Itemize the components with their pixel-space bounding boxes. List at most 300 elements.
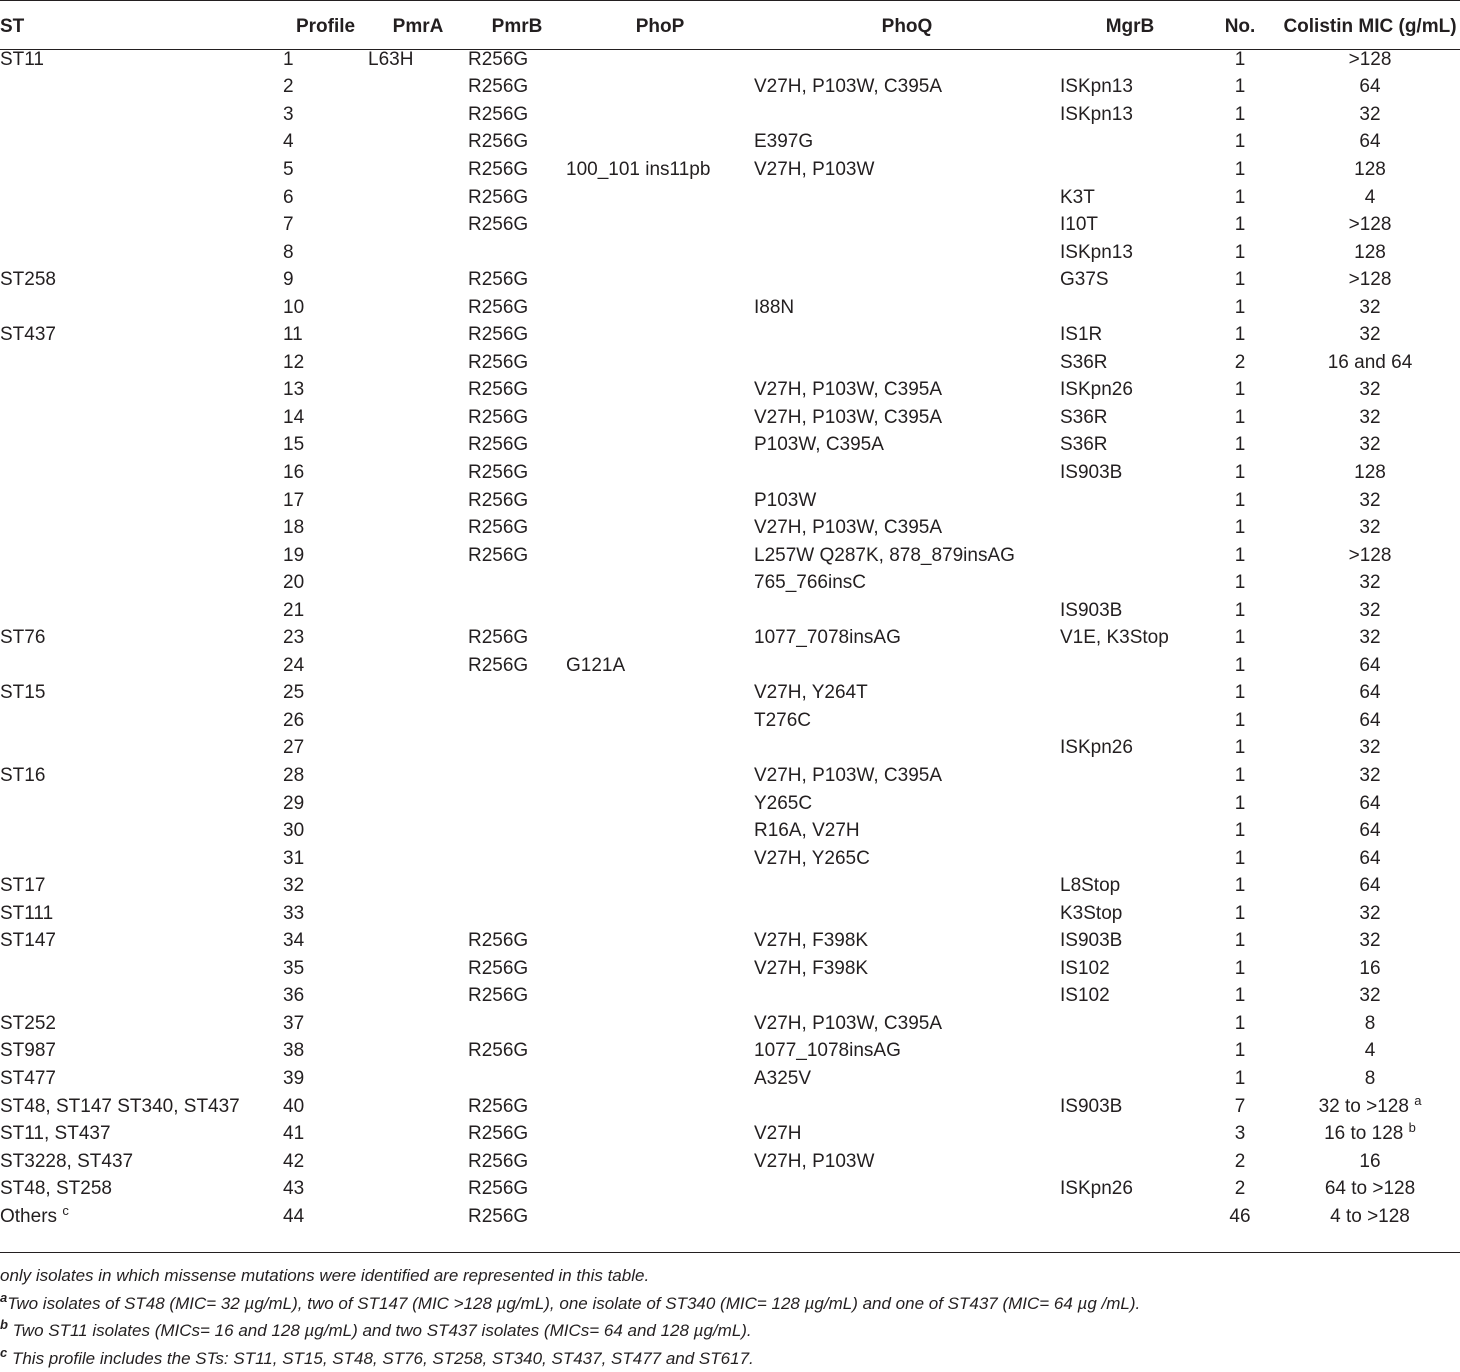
cell-no-text: 1 (1235, 765, 1246, 786)
cell-pmrb-text: R256G (468, 958, 528, 979)
cell-profile-text: 21 (283, 600, 304, 621)
cell-mic-text: 32 (1359, 324, 1380, 345)
cell-mic (1280, 239, 1460, 267)
cell-pmrb-text: R256G (468, 407, 528, 428)
cell-mic-text: 64 (1359, 682, 1380, 703)
cell-mgrb (1060, 624, 1200, 652)
cell-mic-text: 32 (1359, 765, 1380, 786)
table-row (0, 680, 1460, 708)
cell-mgrb-text: IS903B (1060, 1096, 1122, 1117)
cell-mic-text: 16 (1359, 1151, 1380, 1172)
cell-no (1200, 129, 1280, 157)
cell-st-text: ST477 (0, 1068, 56, 1089)
cell-mic (1280, 349, 1460, 377)
cell-mgrb-text: ISKpn13 (1060, 76, 1133, 97)
cell-mgrb-text: IS1R (1060, 324, 1102, 345)
cell-no (1200, 101, 1280, 129)
cell-st (0, 955, 283, 983)
cell-phoq-text: I88N (754, 297, 794, 318)
cell-no-text: 2 (1235, 352, 1246, 373)
cell-mic-text: 128 (1354, 242, 1386, 263)
cell-mgrb (1060, 735, 1200, 763)
cell-phoq (754, 597, 1060, 625)
cell-profile-text: 44 (283, 1206, 304, 1227)
cell-pmrb (468, 1120, 566, 1148)
cell-phop (566, 569, 754, 597)
cell-profile-text: 14 (283, 407, 304, 428)
cell-mgrb (1060, 184, 1200, 212)
cell-no (1200, 790, 1280, 818)
cell-pmrb (468, 1038, 566, 1066)
cell-profile (283, 239, 368, 267)
cell-mic-text: 128 (1354, 159, 1386, 180)
cell-st (0, 129, 283, 157)
cell-mgrb (1060, 542, 1200, 570)
cell-mgrb (1060, 597, 1200, 625)
cell-pmrb (468, 983, 566, 1011)
cell-no-text: 1 (1235, 324, 1246, 345)
cell-mgrb (1060, 349, 1200, 377)
cell-no-text: 1 (1235, 379, 1246, 400)
cell-mic-text: 32 (1359, 297, 1380, 318)
cell-no (1200, 983, 1280, 1011)
cell-mic-text: 32 (1359, 903, 1380, 924)
cell-no (1200, 569, 1280, 597)
table-row (0, 1148, 1460, 1176)
table-row (0, 569, 1460, 597)
table-row (0, 1038, 1460, 1066)
cell-mic (1280, 184, 1460, 212)
cell-profile-text: 27 (283, 737, 304, 758)
cell-profile-text: 40 (283, 1096, 304, 1117)
cell-phop (566, 377, 754, 405)
cell-profile-text: 17 (283, 490, 304, 511)
cell-phoq-text: V27H, F398K (754, 930, 868, 951)
cell-st-text: ST11, ST437 (0, 1123, 111, 1144)
cell-phoq (754, 266, 1060, 294)
cell-st (0, 74, 283, 102)
cell-no-text: 1 (1235, 958, 1246, 979)
cell-profile (283, 514, 368, 542)
cell-no (1200, 1120, 1280, 1148)
cell-no (1200, 735, 1280, 763)
cell-pmra (368, 735, 468, 763)
cell-profile-text: 4 (283, 131, 294, 152)
cell-mgrb (1060, 872, 1200, 900)
cell-profile (283, 1175, 368, 1203)
cell-no (1200, 542, 1280, 570)
cell-profile (283, 266, 368, 294)
cell-no-text: 1 (1235, 131, 1246, 152)
cell-mgrb-text: ISKpn13 (1060, 104, 1133, 125)
cell-pmrb (468, 184, 566, 212)
cell-st-text: ST48, ST147 ST340, ST437 (0, 1096, 240, 1117)
cell-no-text: 1 (1235, 49, 1246, 70)
header-no: No. (1200, 8, 1280, 46)
cell-mic-text: >128 (1349, 269, 1392, 290)
cell-profile (283, 459, 368, 487)
cell-phop (566, 597, 754, 625)
cell-pmrb-text: R256G (468, 104, 528, 125)
cell-pmra (368, 129, 468, 157)
cell-st (0, 817, 283, 845)
cell-mgrb (1060, 321, 1200, 349)
cell-phoq (754, 1175, 1060, 1203)
cell-profile-text: 9 (283, 269, 294, 290)
cell-mic-text: 4 (1365, 1040, 1376, 1061)
cell-no-text: 1 (1235, 214, 1246, 235)
cell-mic (1280, 432, 1460, 460)
cell-pmrb-text: R256G (468, 490, 528, 511)
table-row (0, 156, 1460, 184)
cell-no-text: 1 (1235, 737, 1246, 758)
cell-pmrb (468, 680, 566, 708)
cell-pmra (368, 652, 468, 680)
table-row (0, 349, 1460, 377)
cell-pmrb-text: R256G (468, 517, 528, 538)
cell-phop (566, 432, 754, 460)
cell-profile-text: 19 (283, 545, 304, 566)
table-row (0, 1093, 1460, 1121)
cell-mgrb (1060, 928, 1200, 956)
cell-pmrb (468, 1175, 566, 1203)
cell-profile-text: 42 (283, 1151, 304, 1172)
cell-phop (566, 266, 754, 294)
cell-mgrb-text: ISKpn26 (1060, 379, 1133, 400)
cell-mic (1280, 900, 1460, 928)
cell-st (0, 432, 283, 460)
cell-profile-text: 36 (283, 985, 304, 1006)
cell-st (0, 680, 283, 708)
cell-no (1200, 624, 1280, 652)
cell-st (0, 735, 283, 763)
cell-st-text: ST252 (0, 1013, 56, 1034)
cell-mgrb-text: IS903B (1060, 930, 1122, 951)
cell-profile (283, 349, 368, 377)
cell-mgrb (1060, 266, 1200, 294)
cell-no (1200, 156, 1280, 184)
cell-mic (1280, 266, 1460, 294)
cell-phoq-text: P103W (754, 490, 816, 511)
cell-phoq (754, 1203, 1060, 1231)
cell-phop (566, 900, 754, 928)
cell-profile (283, 156, 368, 184)
cell-mgrb (1060, 514, 1200, 542)
cell-phoq (754, 129, 1060, 157)
cell-mgrb (1060, 1148, 1200, 1176)
cell-profile-text: 13 (283, 379, 304, 400)
cell-profile-text: 3 (283, 104, 294, 125)
cell-no (1200, 652, 1280, 680)
table-row (0, 1065, 1460, 1093)
cell-pmra (368, 983, 468, 1011)
header-phop: PhoP (566, 8, 754, 46)
cell-st (0, 542, 283, 570)
cell-no-text: 1 (1235, 434, 1246, 455)
cell-phoq-text: Y265C (754, 793, 812, 814)
cell-pmra (368, 707, 468, 735)
table-row (0, 1203, 1460, 1231)
footnote-a (0, 1290, 1460, 1318)
cell-phoq-text: E397G (754, 131, 813, 152)
cell-st-text: ST76 (0, 627, 45, 648)
cell-phoq-text: V27H, F398K (754, 958, 868, 979)
cell-st (0, 707, 283, 735)
cell-phoq-text: V27H, P103W, C395A (754, 1013, 942, 1034)
cell-profile (283, 211, 368, 239)
top-rule (0, 0, 1460, 1)
cell-no (1200, 872, 1280, 900)
cell-profile-text: 5 (283, 159, 294, 180)
cell-no (1200, 955, 1280, 983)
cell-phoq (754, 1120, 1060, 1148)
cell-no (1200, 928, 1280, 956)
cell-profile (283, 955, 368, 983)
cell-mic (1280, 1175, 1460, 1203)
footnote-c-text: This profile includes the STs: ST11, ST15, ST48, ST76, ST258, ST340, ST437, ST477 and ST617. (7, 1349, 754, 1368)
cell-profile (283, 1010, 368, 1038)
cell-mgrb (1060, 46, 1200, 74)
cell-st-text: ST437 (0, 324, 56, 345)
cell-pmra (368, 569, 468, 597)
colistin-resistance-table (0, 8, 1460, 1231)
cell-no (1200, 707, 1280, 735)
cell-mic (1280, 74, 1460, 102)
cell-mgrb-text: ISKpn13 (1060, 242, 1133, 263)
cell-mic-text: 8 (1365, 1013, 1376, 1034)
cell-mic (1280, 156, 1460, 184)
cell-profile (283, 1038, 368, 1066)
cell-mic (1280, 652, 1460, 680)
cell-phop (566, 129, 754, 157)
cell-mgrb (1060, 1065, 1200, 1093)
cell-mgrb (1060, 1203, 1200, 1231)
cell-pmra-text: L63H (368, 49, 413, 70)
cell-pmrb (468, 46, 566, 74)
cell-no (1200, 762, 1280, 790)
cell-mic-text: >128 (1349, 545, 1392, 566)
cell-pmrb (468, 652, 566, 680)
cell-st (0, 101, 283, 129)
cell-pmrb (468, 459, 566, 487)
cell-pmra (368, 900, 468, 928)
table-row (0, 211, 1460, 239)
cell-pmra (368, 1038, 468, 1066)
cell-phoq (754, 1038, 1060, 1066)
cell-phop (566, 1148, 754, 1176)
cell-no (1200, 597, 1280, 625)
table-row (0, 624, 1460, 652)
cell-st-text: ST111 (0, 903, 53, 924)
cell-no (1200, 1203, 1280, 1231)
cell-no-text: 2 (1235, 1151, 1246, 1172)
cell-phop (566, 680, 754, 708)
cell-mic (1280, 487, 1460, 515)
cell-st (0, 762, 283, 790)
cell-mgrb (1060, 680, 1200, 708)
cell-phop (566, 239, 754, 267)
cell-mic-text: 64 (1359, 875, 1380, 896)
cell-profile (283, 74, 368, 102)
cell-mgrb-text: IS903B (1060, 600, 1122, 621)
cell-phop (566, 1093, 754, 1121)
cell-pmrb-text: R256G (468, 1123, 528, 1144)
cell-pmrb-text: R256G (468, 627, 528, 648)
cell-no (1200, 459, 1280, 487)
cell-no (1200, 1148, 1280, 1176)
table-row (0, 845, 1460, 873)
cell-mgrb (1060, 1175, 1200, 1203)
cell-mic-text: 128 (1354, 462, 1386, 483)
cell-no-text: 1 (1235, 903, 1246, 924)
cell-pmra (368, 294, 468, 322)
cell-phop (566, 624, 754, 652)
footnote-intro: only isolates in which missense mutations were identified are represented in this table. (0, 1262, 1460, 1290)
cell-mic (1280, 514, 1460, 542)
cell-mgrb (1060, 900, 1200, 928)
cell-mgrb (1060, 74, 1200, 102)
cell-no-text: 2 (1235, 1178, 1246, 1199)
cell-mic (1280, 762, 1460, 790)
cell-pmrb (468, 762, 566, 790)
cell-phop (566, 514, 754, 542)
cell-pmrb (468, 321, 566, 349)
cell-no-text: 1 (1235, 1040, 1246, 1061)
cell-profile-text: 33 (283, 903, 304, 924)
cell-profile (283, 404, 368, 432)
cell-st (0, 790, 283, 818)
cell-pmra (368, 184, 468, 212)
cell-profile-text: 23 (283, 627, 304, 648)
cell-mgrb (1060, 569, 1200, 597)
cell-profile (283, 129, 368, 157)
cell-pmra (368, 101, 468, 129)
cell-mic (1280, 1120, 1460, 1148)
cell-mic-text: 16 to 128 (1324, 1123, 1403, 1144)
cell-mic-text: 32 (1359, 379, 1380, 400)
cell-mgrb-text: ISKpn26 (1060, 737, 1133, 758)
cell-pmra (368, 817, 468, 845)
cell-pmrb-text: R256G (468, 131, 528, 152)
cell-mic-text: 32 (1359, 985, 1380, 1006)
cell-mic (1280, 294, 1460, 322)
cell-mic-text: 32 (1359, 600, 1380, 621)
cell-pmra (368, 514, 468, 542)
cell-pmrb (468, 624, 566, 652)
cell-mic-text: 32 (1359, 930, 1380, 951)
cell-profile (283, 817, 368, 845)
cell-no (1200, 514, 1280, 542)
cell-profile (283, 377, 368, 405)
cell-phop (566, 211, 754, 239)
cell-mgrb (1060, 790, 1200, 818)
cell-mgrb-text: V1E, K3Stop (1060, 627, 1169, 648)
cell-phoq-text: T276C (754, 710, 811, 731)
cell-no-text: 1 (1235, 710, 1246, 731)
cell-no-text: 1 (1235, 545, 1246, 566)
cell-mgrb (1060, 1120, 1200, 1148)
cell-pmrb-text: R256G (468, 655, 528, 676)
cell-profile-text: 24 (283, 655, 304, 676)
cell-profile (283, 652, 368, 680)
cell-profile (283, 735, 368, 763)
cell-st (0, 1038, 283, 1066)
cell-phop (566, 983, 754, 1011)
cell-phoq (754, 459, 1060, 487)
cell-pmrb (468, 1065, 566, 1093)
cell-mic (1280, 955, 1460, 983)
cell-profile-text: 8 (283, 242, 294, 263)
cell-mic-text: 32 (1359, 490, 1380, 511)
footnote-b-mark: b (0, 1317, 8, 1332)
cell-mgrb (1060, 1010, 1200, 1038)
cell-pmrb-text: R256G (468, 545, 528, 566)
cell-st (0, 184, 283, 212)
cell-phoq-text: V27H, P103W, C395A (754, 76, 942, 97)
cell-pmra (368, 680, 468, 708)
cell-phoq (754, 156, 1060, 184)
cell-phop (566, 790, 754, 818)
footnote-b (0, 1317, 1460, 1345)
cell-phoq (754, 487, 1060, 515)
cell-mic (1280, 790, 1460, 818)
cell-pmra (368, 1120, 468, 1148)
cell-mgrb (1060, 294, 1200, 322)
footnote-b-text: Two ST11 isolates (MICs= 16 and 128 µg/mL) and two ST437 isolates (MICs= 64 and 128 µg/mL). (8, 1321, 752, 1340)
cell-phoq-text: V27H, P103W, C395A (754, 379, 942, 400)
cell-profile (283, 432, 368, 460)
cell-phoq (754, 404, 1060, 432)
cell-mgrb-text: IS903B (1060, 462, 1122, 483)
cell-mic-text: 32 (1359, 407, 1380, 428)
cell-profile-text: 12 (283, 352, 304, 373)
cell-no-text: 1 (1235, 682, 1246, 703)
cell-no-text: 1 (1235, 242, 1246, 263)
cell-mgrb-text: S36R (1060, 407, 1108, 428)
cell-pmrb (468, 1010, 566, 1038)
cell-mic (1280, 735, 1460, 763)
cell-no-text: 1 (1235, 793, 1246, 814)
cell-phoq (754, 983, 1060, 1011)
table-row (0, 294, 1460, 322)
cell-mic (1280, 817, 1460, 845)
cell-no-text: 46 (1229, 1206, 1250, 1227)
cell-phoq (754, 294, 1060, 322)
cell-mgrb-text: IS102 (1060, 985, 1110, 1006)
cell-pmrb-text: R256G (468, 462, 528, 483)
cell-no (1200, 1038, 1280, 1066)
table-body (0, 46, 1460, 1231)
bottom-rule (0, 1252, 1460, 1253)
cell-pmra (368, 762, 468, 790)
cell-pmra (368, 404, 468, 432)
cell-pmrb-text: R256G (468, 269, 528, 290)
cell-phoq-text: V27H, P103W, C395A (754, 765, 942, 786)
cell-profile (283, 101, 368, 129)
cell-phoq (754, 1010, 1060, 1038)
table-row (0, 983, 1460, 1011)
cell-pmrb (468, 514, 566, 542)
cell-pmra (368, 321, 468, 349)
cell-phoq (754, 514, 1060, 542)
cell-mgrb (1060, 955, 1200, 983)
cell-mic-text: 32 (1359, 517, 1380, 538)
cell-no (1200, 211, 1280, 239)
cell-no (1200, 1093, 1280, 1121)
cell-pmra (368, 597, 468, 625)
cell-pmrb (468, 294, 566, 322)
cell-pmrb-text: R256G (468, 930, 528, 951)
